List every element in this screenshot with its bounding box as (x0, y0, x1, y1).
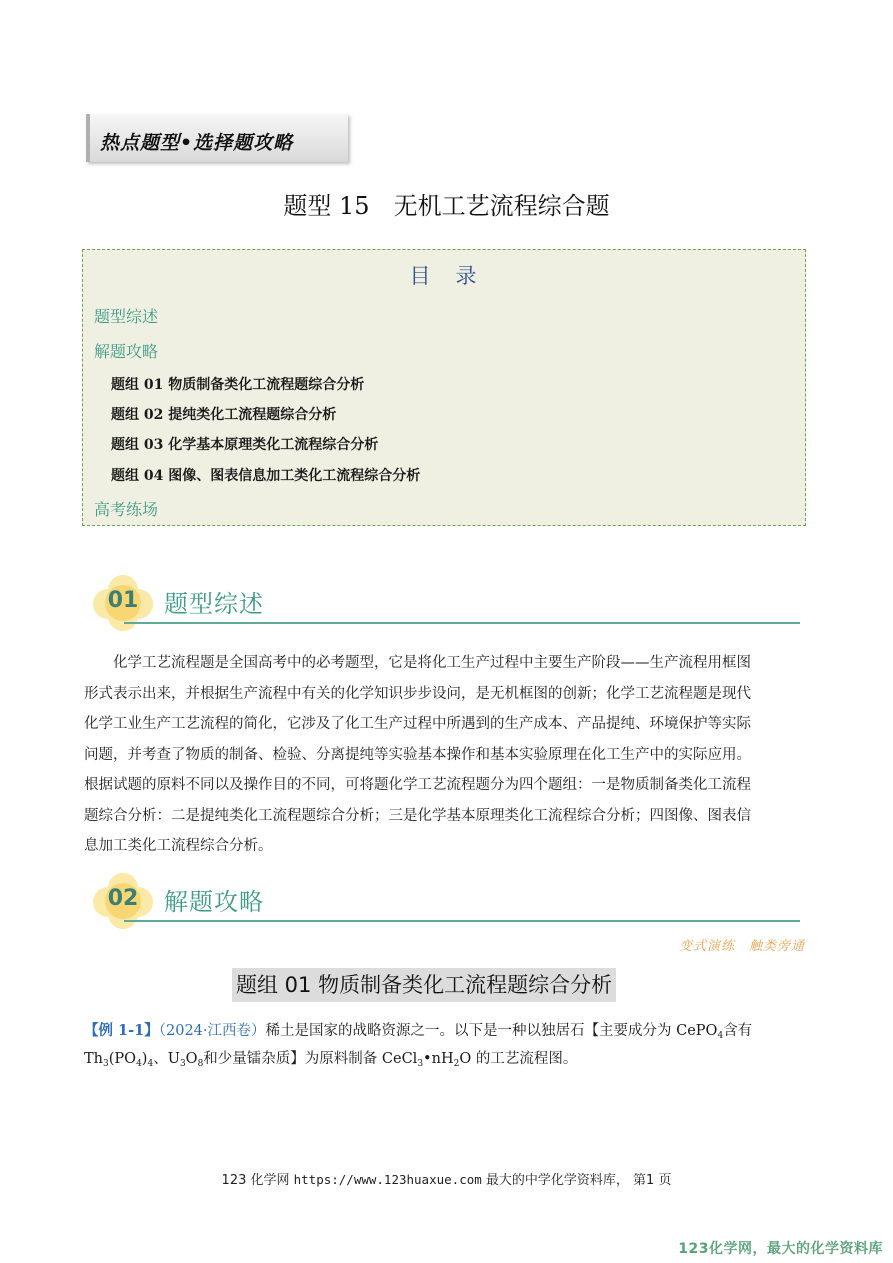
example-tag: 【例 1-1】 (84, 1022, 159, 1039)
toc-link-group-03[interactable]: 题组 03 化学基本原理类化工流程综合分析 (111, 437, 379, 453)
overview-line: 化学工业生产工艺流程的简化，它涉及了化工生产过程中所遇到的生产成本、产品提纯、环境保护等实际 (84, 716, 751, 732)
footer-page-info: 最大的中学化学资料库， 第1 页 (481, 1173, 672, 1188)
toc-link-overview[interactable]: 题型综述 (94, 307, 159, 326)
formula-text: 、U (153, 1051, 180, 1067)
formula-text: 和少量镭杂质】为原料制备 CeCl (203, 1051, 418, 1067)
section-number: 01 (107, 588, 139, 613)
page-footer (0, 1169, 893, 1188)
subscript: 2 (453, 1059, 460, 1069)
example-text: 含有 (723, 1023, 753, 1039)
hot-topic-banner (86, 114, 348, 162)
banner-text: 热点题型•选择题攻略 (100, 132, 294, 154)
toc-link-practice[interactable]: 高考练场 (94, 500, 159, 519)
overview-line: 题综合分析：二是提纯类化工流程题综合分析；三是化学基本原理类化工流程综合分析；四图像、图表信 (84, 807, 751, 824)
title-name: 无机工艺流程综合题 (393, 192, 610, 220)
section-number: 02 (107, 886, 139, 911)
overview-paragraph (84, 648, 808, 862)
overview-line: 形式表示出来，并根据生产流程中有关的化学知识步步设问，是无机框图的创新；化学工艺流程题是现代 (84, 685, 751, 702)
example-question (84, 1017, 808, 1073)
formula-text: ) (141, 1051, 148, 1067)
footer-url-link[interactable]: https://www.123huaxue.com (293, 1172, 482, 1187)
section-header-overview (88, 572, 800, 632)
formula-text: Th (84, 1051, 104, 1067)
subscript: 3 (103, 1059, 109, 1069)
overview-line: 化学工艺流程题是全国高考中的必考题型，它是将化工生产过程中主要生产阶段——生产流程用框图 (84, 655, 751, 671)
toc-link-group-01[interactable]: 题组 01 物质制备类化工流程题综合分析 (111, 377, 365, 393)
subscript: 3 (417, 1059, 424, 1069)
section-label: 题型综述 (164, 590, 264, 618)
footer-site-name: 123 化学网 (221, 1173, 294, 1188)
overview-line: 息加工类化工流程综合分析。 (84, 838, 273, 854)
group-title: 题组 01 物质制备类化工流程题综合分析 (232, 968, 616, 1002)
page-title (0, 186, 893, 221)
overview-line: 根据试题的原料不同以及操作目的不同，可将题化学工艺流程题分为四个题组：一是物质制备类化工流程 (84, 777, 751, 793)
subscript: 8 (197, 1059, 204, 1069)
example-text: 稀土是国家的战略资源之一。以下是一种以独居石【主要成分为 CePO (265, 1023, 718, 1039)
formula-text: •nH (423, 1051, 454, 1067)
example-line-2 (84, 1045, 808, 1073)
formula-text: (PO (108, 1051, 137, 1067)
section-header-strategy (88, 870, 800, 930)
section-divider (124, 920, 800, 922)
toc-link-group-02[interactable]: 题组 02 提纯类化工流程题综合分析 (111, 407, 337, 423)
tagline: 变式演练 触类旁通 (678, 939, 805, 954)
section-label: 解题攻略 (164, 888, 264, 916)
toc-link-group-04[interactable]: 题组 04 图像、图表信息加工类化工流程综合分析 (111, 468, 421, 484)
subscript: 4 (717, 1031, 724, 1041)
formula-text: O (185, 1051, 198, 1067)
table-of-contents (82, 249, 806, 526)
subscript: 4 (147, 1059, 154, 1069)
title-number: 题型 15 (283, 192, 370, 220)
toc-heading: 目 录 (409, 264, 479, 288)
example-source: （2024·江西卷） (158, 1023, 266, 1039)
overview-line: 问题，并考查了物质的制备、检验、分离提纯等实验基本操作和基本实验原理在化工生产中的实际应用。 (84, 746, 751, 763)
formula-text: O 的工艺流程图。 (459, 1051, 578, 1067)
subscript: 4 (136, 1059, 142, 1069)
example-line-1 (84, 1017, 808, 1045)
toc-link-strategy[interactable]: 解题攻略 (94, 342, 159, 361)
section-divider (124, 622, 800, 624)
watermark: 123化学网，最大的化学资料库 (678, 1241, 883, 1257)
subscript: 3 (179, 1059, 186, 1069)
